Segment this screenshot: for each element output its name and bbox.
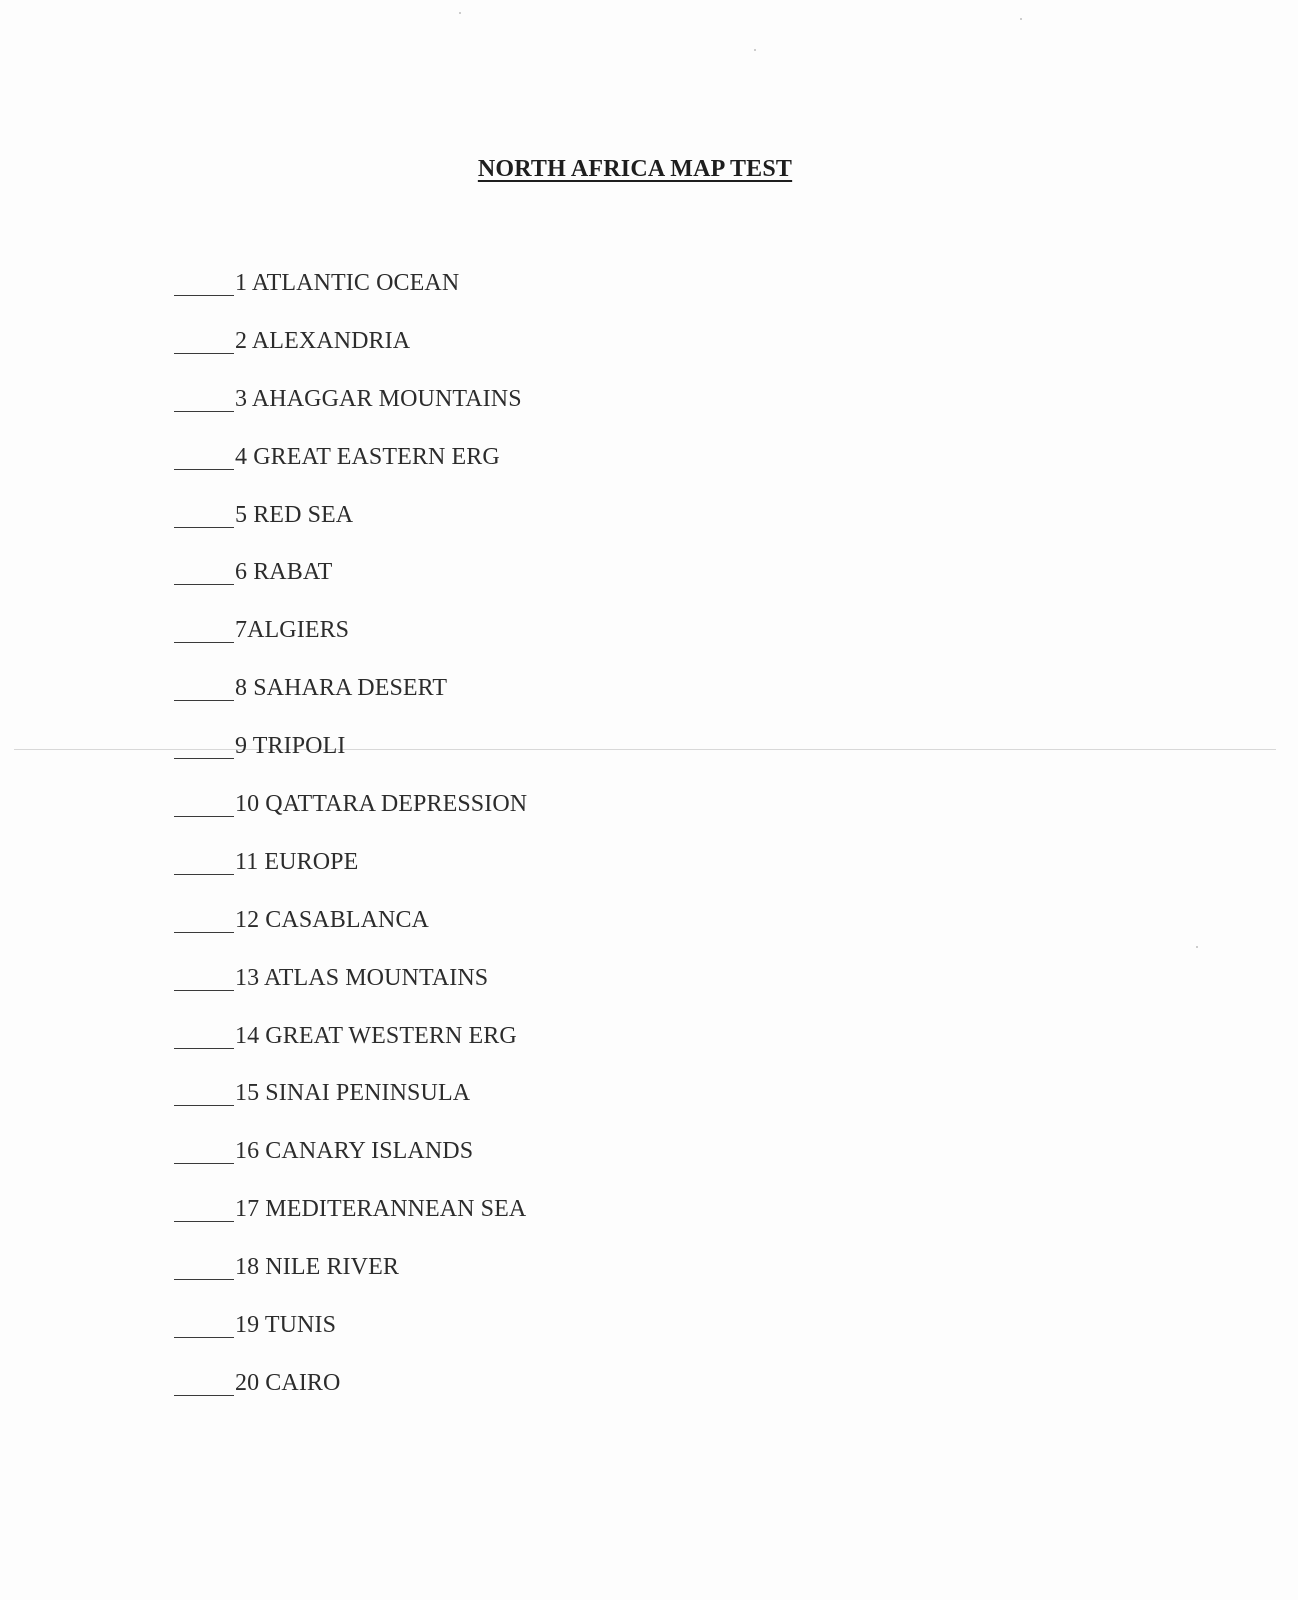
item-label: 10 QATTARA DEPRESSION <box>235 791 528 818</box>
answer-blank[interactable] <box>174 1021 234 1049</box>
answer-blank[interactable] <box>174 789 234 817</box>
answer-blank[interactable] <box>174 557 234 585</box>
list-item <box>174 1368 527 1426</box>
item-label: 13 ATLAS MOUNTAINS <box>235 964 489 991</box>
list-item <box>174 789 527 847</box>
item-label: 18 NILE RIVER <box>235 1254 399 1281</box>
item-label: 14 GREAT WESTERN ERG <box>235 1022 517 1049</box>
item-label: 1 ATLANTIC OCEAN <box>235 270 460 296</box>
item-label: 11 EUROPE <box>235 848 359 875</box>
answer-blank[interactable] <box>174 1136 234 1164</box>
answer-blank[interactable] <box>174 384 234 412</box>
list-item <box>174 1136 527 1194</box>
item-label: 15 SINAI PENINSULA <box>235 1080 471 1107</box>
page-title <box>0 156 1270 183</box>
answer-blank[interactable] <box>174 615 234 643</box>
list-item <box>174 1310 527 1368</box>
item-label: 8 SAHARA DESERT <box>235 675 448 702</box>
item-label: 19 TUNIS <box>235 1312 337 1339</box>
answer-blank[interactable] <box>174 268 234 296</box>
item-label: 2 ALEXANDRIA <box>235 327 411 354</box>
list-item <box>174 1078 527 1136</box>
list-item <box>174 384 527 442</box>
list-item <box>174 615 527 673</box>
answer-blank[interactable] <box>174 326 234 354</box>
item-label: 3 AHAGGAR MOUNTAINS <box>235 385 522 412</box>
list-item <box>174 557 527 615</box>
answer-blank[interactable] <box>174 905 234 933</box>
answer-blank[interactable] <box>174 1310 234 1338</box>
answer-blank[interactable] <box>174 1194 234 1222</box>
answer-blank[interactable] <box>174 673 234 701</box>
list-item <box>174 500 527 558</box>
item-label: 20 CAIRO <box>235 1369 341 1396</box>
answer-blank[interactable] <box>174 1252 234 1280</box>
list-item <box>174 673 527 731</box>
list-item <box>174 1252 527 1310</box>
answer-blank[interactable] <box>174 1368 234 1396</box>
list-item <box>174 268 527 326</box>
list-item <box>174 1021 527 1079</box>
list-item <box>174 326 527 384</box>
answer-blank[interactable] <box>174 442 234 470</box>
answer-blank[interactable] <box>174 500 234 528</box>
scan-speck <box>459 12 461 14</box>
item-label: 7ALGIERS <box>235 617 350 644</box>
answer-blank[interactable] <box>174 731 234 759</box>
list-item <box>174 1194 527 1252</box>
answer-blank[interactable] <box>174 1078 234 1106</box>
list-item <box>174 731 527 789</box>
item-label: 12 CASABLANCA <box>235 906 429 933</box>
answer-blank[interactable] <box>174 847 234 875</box>
item-label: 9 TRIPOLI <box>235 733 346 760</box>
list-item <box>174 847 527 905</box>
list-item <box>174 442 527 500</box>
answer-blank[interactable] <box>174 963 234 991</box>
list-item <box>174 963 527 1021</box>
item-label: 17 MEDITERANNEAN SEA <box>235 1196 527 1223</box>
answer-list <box>174 268 527 1426</box>
page-title-text: NORTH AFRICA MAP TEST <box>477 156 793 182</box>
scan-speck <box>1020 18 1022 20</box>
item-label: 5 RED SEA <box>235 501 354 528</box>
item-label: 16 CANARY ISLANDS <box>235 1138 474 1165</box>
item-label: 4 GREAT EASTERN ERG <box>235 443 500 470</box>
scan-speck <box>1196 946 1198 948</box>
item-label: 6 RABAT <box>235 559 333 586</box>
scan-speck <box>754 49 756 51</box>
list-item <box>174 905 527 963</box>
